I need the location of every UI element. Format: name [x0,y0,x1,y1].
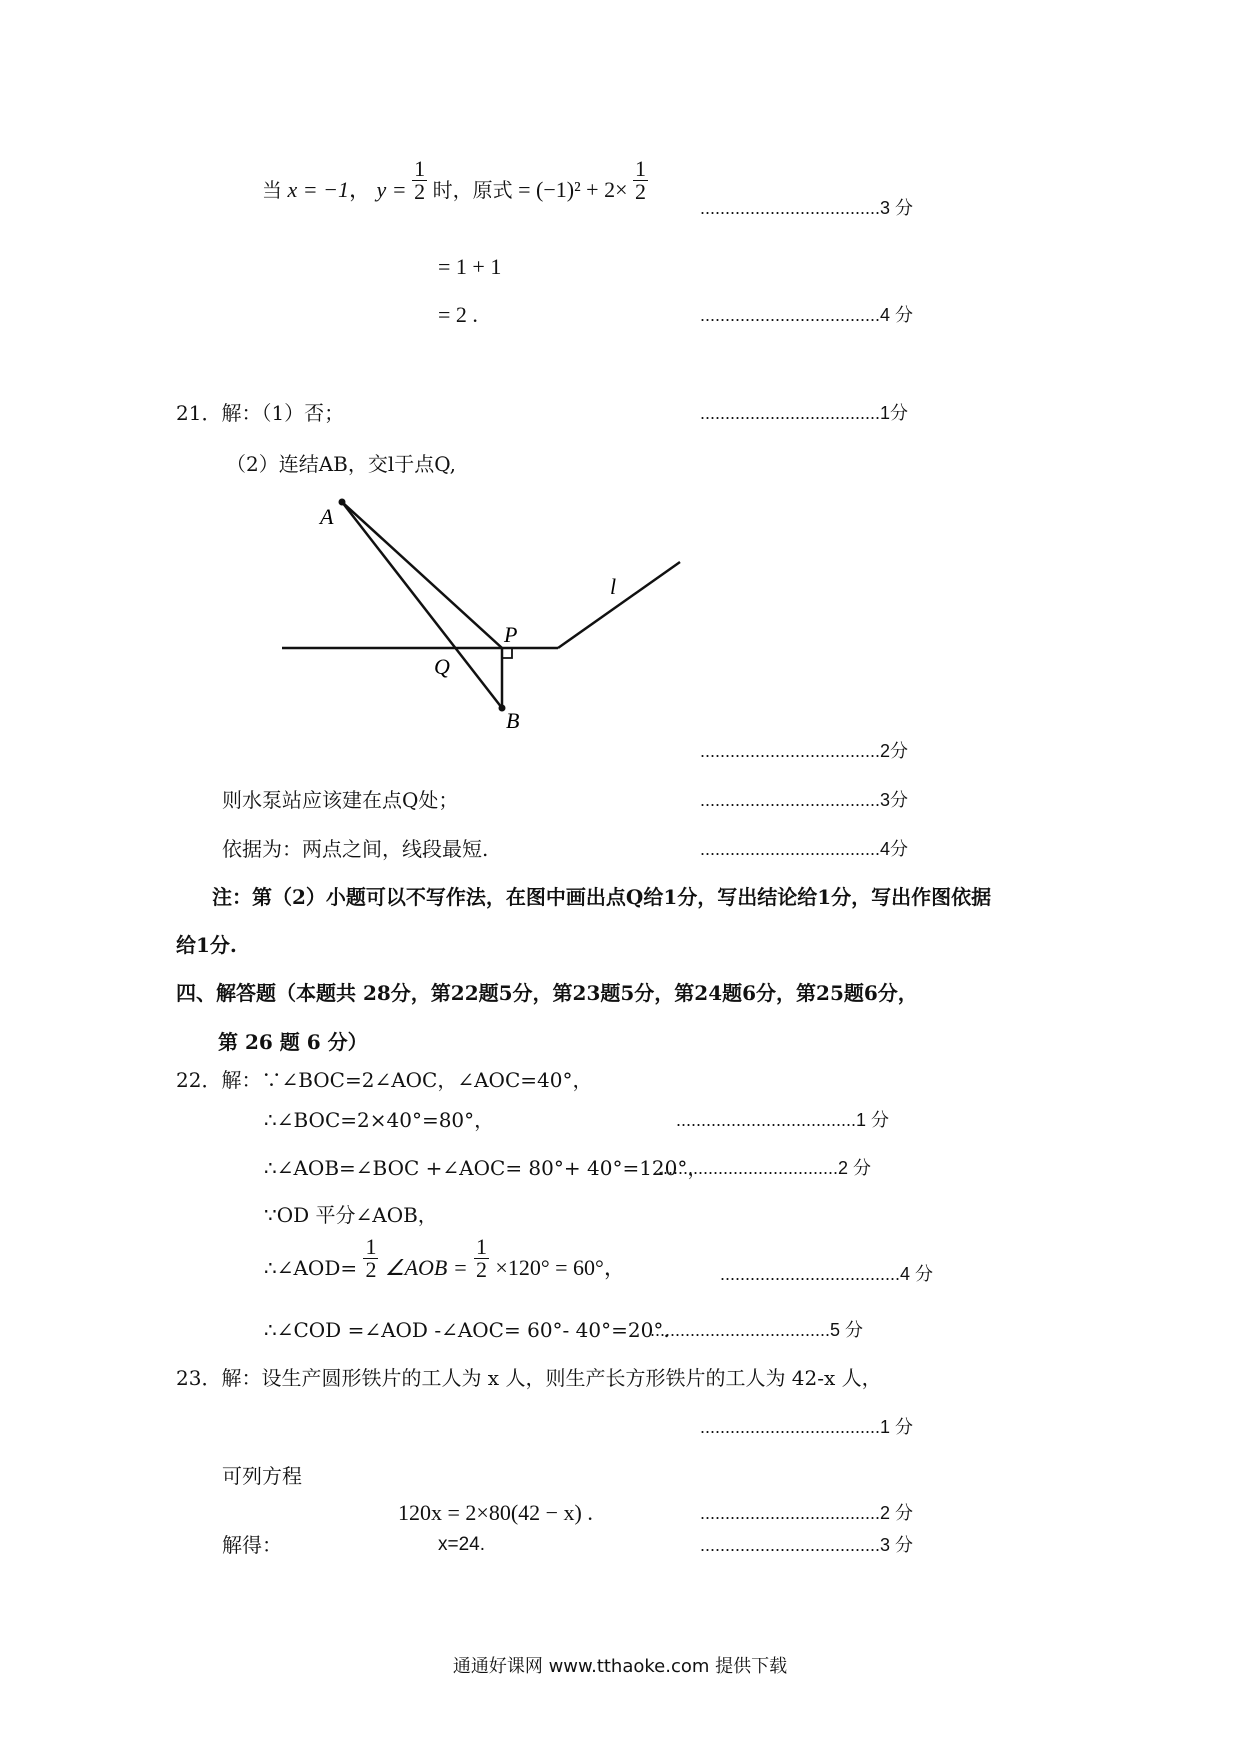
segment-AB [342,502,502,708]
section4-title1: 四、解答题（本题共 28分，第22题5分，第23题5分，第24题6分，第25题6分， [176,981,918,1005]
q23-score1: ....................................1 分 [700,1417,914,1437]
comma: ， [348,177,371,202]
score-3: ....................................3 分 [700,198,914,218]
q21-line4: 依据为：两点之间，线段最短. [222,837,489,861]
q22-line2: ∴∠BOC=2×40°=80°， [264,1108,495,1132]
q21-score1: ....................................1分 [700,403,909,423]
label-A: A [320,504,334,529]
expr: = (−1)² + 2× [518,177,628,202]
q22-score4: ....................................4 分 [720,1264,934,1284]
score-4: ....................................4 分 [700,305,914,325]
segment-AP [342,502,502,648]
q23-line1: 23．解：设生产圆形铁片的工人为 x 人，则生产长方形铁片的工人为 42-x 人， [176,1366,882,1390]
aod-prefix: ∴∠AOD= [264,1256,358,1280]
point-B [499,705,506,712]
page-footer: 通通好课网 www.tthaoke.com 提供下载 [452,1656,788,1677]
q21-note1: 注：第（2）小题可以不写作法，在图中画出点Q给1分，写出结论给1分，写出作图依据 [212,885,992,909]
fraction-half: $\frac{1}{2}$ [414,156,426,205]
line-l-oblique [558,562,680,648]
step-2: = 1 + 1 [438,254,502,279]
fraction-half-4: $\frac{1}{2}$ [476,1234,488,1282]
q23-line2: 可列方程 [222,1464,302,1488]
q22-line3: ∴∠AOB=∠BOC +∠AOC= 80°+ 40°=120°， [264,1156,708,1180]
q23-equation: 120x = 2×80(42 − x) . [398,1500,593,1525]
q23-line3-label: 解得： [222,1533,282,1557]
fraction-half-3: $\frac{1}{2}$ [365,1234,377,1282]
q22-line6: ∴∠COD =∠AOD -∠AOC= 60°- 40°=20°. [264,1318,670,1342]
q21-line3: 则水泵站应该建在点Q处； [222,788,459,812]
q21-line2: （2）连结AB，交l于点Q, [226,452,457,476]
q22-line1: 22．解：∵∠BOC=2∠AOC，∠AOC=40°， [176,1068,593,1092]
q22-score2: ....................................2 分 [658,1158,872,1178]
label-B: B [506,708,520,730]
q21-note2: 给1分. [176,933,237,957]
then-text: 时，原式 [432,178,513,202]
q23-score2: ....................................2 分 [700,1503,914,1523]
cond-y: y = [376,177,407,202]
q20-condition-line [262,156,648,205]
step-3: = 2 . [438,302,478,327]
fraction-half-2: $\frac{1}{2}$ [635,156,646,205]
when-prefix: 当 [262,178,282,202]
q21-score4: ....................................4分 [700,839,909,859]
cond-x: x = −1 [287,177,349,202]
q21-figure [270,490,690,730]
aob-mid: ∠AOB = [384,1255,468,1280]
q22-score1: ....................................1 分 [676,1110,890,1130]
q23-score3: ....................................3 分 [700,1535,914,1555]
q23-line3-value: x=24. [438,1534,486,1555]
right-angle-mark [502,648,512,658]
label-P: P [504,622,518,647]
section4-title2: 第 26 题 6 分） [218,1030,368,1054]
q22-score5: ....................................5 分 [650,1320,864,1340]
label-l: l [610,574,617,599]
q21-score2: ....................................2分 [700,741,909,761]
aod-end: ×120° = 60°， [495,1255,626,1280]
q21-score3: ....................................3分 [700,790,909,810]
point-A [339,499,346,506]
q22-line5 [264,1234,626,1282]
q21-line1: 21．解：（1）否； [176,401,345,425]
q22-line4: ∵OD 平分∠AOB， [264,1203,438,1227]
label-Q: Q [434,654,450,679]
